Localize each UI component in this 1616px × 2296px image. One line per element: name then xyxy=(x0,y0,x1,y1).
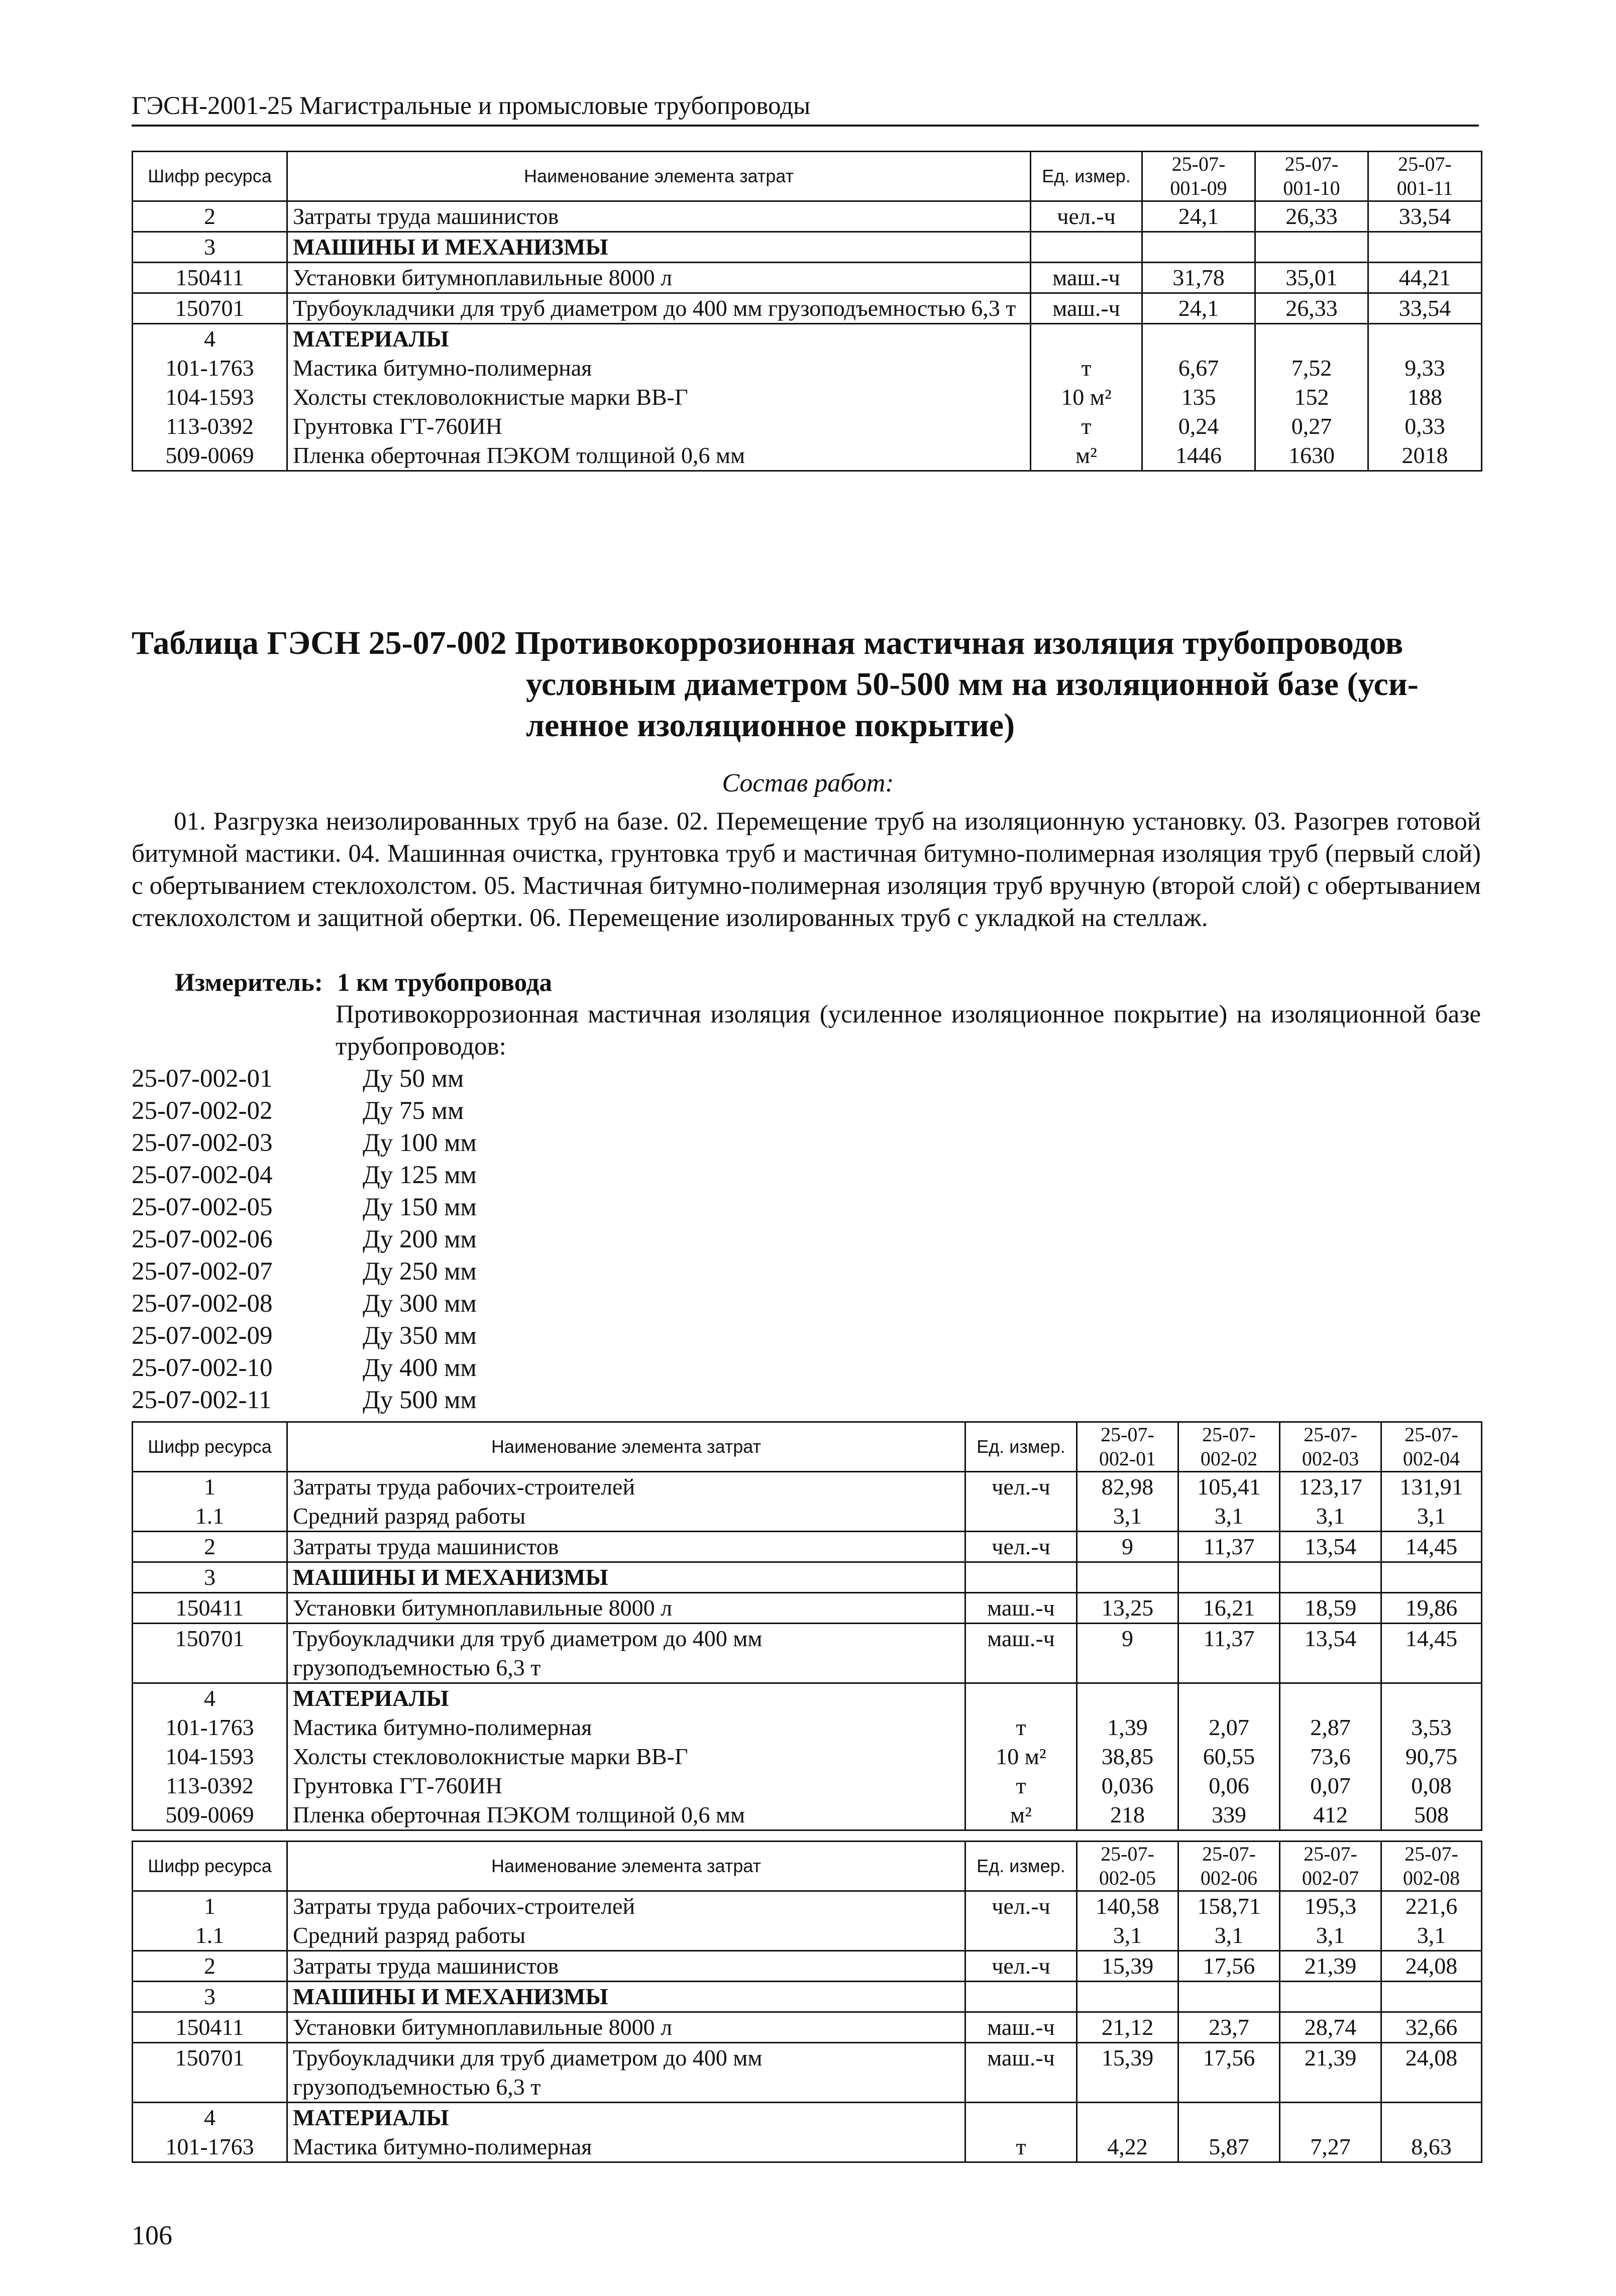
title-line-2: условным диаметром 50-500 мм на изоляционной базе (уси- xyxy=(526,666,1419,703)
cell-value: 131,91 xyxy=(1381,1472,1482,1502)
table-row xyxy=(133,412,1482,441)
cell-unit: м² xyxy=(965,1800,1077,1830)
cell-value xyxy=(1077,2103,1178,2133)
cell-unit xyxy=(965,1683,1077,1713)
cell-value: 3,1 xyxy=(1178,1921,1280,1951)
cell-name: Мастика битумно-полимерная xyxy=(287,1713,965,1742)
norm-label: Ду 125 мм xyxy=(363,1161,477,1189)
cell-code: 2 xyxy=(133,1532,287,1562)
table-row xyxy=(133,1624,1482,1683)
cell-code: 150411 xyxy=(133,263,287,293)
cell-unit: маш.-ч xyxy=(965,2043,1077,2103)
cell-name: Грунтовка ГТ-760ИН xyxy=(287,412,1031,441)
cell-value xyxy=(1142,324,1255,354)
cell-value: 9,33 xyxy=(1368,354,1482,383)
cell-name: Затраты труда рабочих-строителей xyxy=(287,1472,965,1502)
cell-name: Затраты труда рабочих-строителей xyxy=(287,1891,965,1921)
norm-code: 25-07-002-08 xyxy=(132,1290,273,1318)
list-item xyxy=(132,1223,477,1255)
cell-value: 24,08 xyxy=(1381,2043,1482,2103)
table-row xyxy=(133,1771,1482,1800)
cell-code: 3 xyxy=(133,1982,287,2012)
cell-value: 3,53 xyxy=(1381,1713,1482,1742)
cell-code: 113-0392 xyxy=(133,412,287,441)
cell-value: 0,27 xyxy=(1255,412,1368,441)
norm-code: 25-07-002-10 xyxy=(132,1354,273,1382)
cell-name: Холсты стекловолокнистые марки ВВ-Г xyxy=(287,383,1031,412)
cell-value: 44,21 xyxy=(1368,263,1482,293)
cell-name: Средний разряд работы xyxy=(287,1502,965,1532)
cell-value: 105,41 xyxy=(1178,1472,1280,1502)
cell-value xyxy=(1368,232,1482,263)
cell-code: 1 xyxy=(133,1472,287,1502)
cell-code: 3 xyxy=(133,232,287,263)
cell-value xyxy=(1178,2103,1280,2133)
cell-value: 1446 xyxy=(1142,441,1255,471)
header-norm-code: 25-07- 002-03 xyxy=(1280,1422,1381,1472)
cell-value xyxy=(1280,2103,1381,2133)
cell-name: Затраты труда машинистов xyxy=(287,1532,965,1562)
norm-code: 25-07-002-01 xyxy=(132,1065,273,1093)
cell-code: 113-0392 xyxy=(133,1771,287,1800)
cell-code: 101-1763 xyxy=(133,1713,287,1742)
cell-value: 26,33 xyxy=(1255,201,1368,232)
cell-unit xyxy=(965,1982,1077,2012)
cell-code: 509-0069 xyxy=(133,1800,287,1830)
table-header-row xyxy=(133,1422,1482,1472)
cell-code: 2 xyxy=(133,1951,287,1982)
norm-label: Ду 400 мм xyxy=(363,1354,477,1382)
cell-unit: маш.-ч xyxy=(965,2012,1077,2043)
cell-name: Пленка оберточная ПЭКОМ толщиной 0,6 мм xyxy=(287,1800,965,1830)
header-unit: Ед. измер. xyxy=(1031,152,1142,201)
cell-name: МАТЕРИАЛЫ xyxy=(287,324,1031,354)
list-item xyxy=(132,1384,477,1416)
norm-label: Ду 150 мм xyxy=(363,1193,477,1221)
list-item xyxy=(132,1159,477,1191)
cell-name: Грунтовка ГТ-760ИН xyxy=(287,1771,965,1800)
cell-value: 15,39 xyxy=(1077,2043,1178,2103)
cell-unit: маш.-ч xyxy=(1031,263,1142,293)
cell-unit: чел.-ч xyxy=(965,1891,1077,1921)
norm-code: 25-07-002-09 xyxy=(132,1322,273,1350)
cell-unit xyxy=(965,2103,1077,2133)
norm-code: 25-07-002-02 xyxy=(132,1097,273,1125)
cell-value: 1630 xyxy=(1255,441,1368,471)
meter-label: Измеритель: xyxy=(175,969,323,997)
table-row xyxy=(133,1683,1482,1713)
cell-value: 73,6 xyxy=(1280,1742,1381,1771)
table-row xyxy=(133,2132,1482,2162)
cell-name: Установки битумноплавильные 8000 л xyxy=(287,1593,965,1624)
cell-unit: маш.-ч xyxy=(965,1593,1077,1624)
header-norm-code: 25-07- 002-02 xyxy=(1178,1422,1280,1472)
cell-code: 4 xyxy=(133,1683,287,1713)
cell-value: 412 xyxy=(1280,1800,1381,1830)
cell-value: 6,67 xyxy=(1142,354,1255,383)
header-norm-code: 25-07- 002-07 xyxy=(1280,1842,1381,1891)
cell-value: 158,71 xyxy=(1178,1891,1280,1921)
header-name: Наименование элемента затрат xyxy=(287,1422,965,1472)
cell-value: 21,39 xyxy=(1280,2043,1381,2103)
cell-code: 1.1 xyxy=(133,1502,287,1532)
cell-code: 150411 xyxy=(133,2012,287,2043)
cell-value: 14,45 xyxy=(1381,1624,1482,1683)
table-row xyxy=(133,1502,1482,1532)
cell-unit xyxy=(1031,232,1142,263)
cell-value: 3,1 xyxy=(1381,1921,1482,1951)
cell-value: 0,036 xyxy=(1077,1771,1178,1800)
norm-code: 25-07-002-06 xyxy=(132,1225,273,1253)
cell-code: 150411 xyxy=(133,1593,287,1624)
cell-value: 5,87 xyxy=(1178,2132,1280,2162)
header-norm-code: 25-07- 002-04 xyxy=(1381,1422,1482,1472)
cell-value: 135 xyxy=(1142,383,1255,412)
cell-unit: маш.-ч xyxy=(965,1624,1077,1683)
cell-unit: чел.-ч xyxy=(965,1532,1077,1562)
cell-name: Затраты труда машинистов xyxy=(287,201,1031,232)
cell-code: 104-1593 xyxy=(133,1742,287,1771)
table-row xyxy=(133,1593,1482,1624)
cell-value: 195,3 xyxy=(1280,1891,1381,1921)
cell-value: 13,54 xyxy=(1280,1624,1381,1683)
cell-name: МАШИНЫ И МЕХАНИЗМЫ xyxy=(287,1562,965,1593)
cell-code: 1.1 xyxy=(133,1921,287,1951)
cell-value: 17,56 xyxy=(1178,2043,1280,2103)
meter-line xyxy=(175,967,552,999)
table-row xyxy=(133,324,1482,354)
cell-value: 21,39 xyxy=(1280,1951,1381,1982)
table-row xyxy=(133,1532,1482,1562)
cell-code: 3 xyxy=(133,1562,287,1593)
cell-value: 7,27 xyxy=(1280,2132,1381,2162)
cell-value: 0,24 xyxy=(1142,412,1255,441)
header-norm-code: 25-07- 002-01 xyxy=(1077,1422,1178,1472)
header-norm-code: 25-07- 001-11 xyxy=(1368,152,1482,201)
cell-value xyxy=(1077,1562,1178,1593)
table-row xyxy=(133,354,1482,383)
cell-value: 24,08 xyxy=(1381,1951,1482,1982)
cell-value: 9 xyxy=(1077,1624,1178,1683)
cell-value xyxy=(1280,1562,1381,1593)
list-item xyxy=(132,1320,477,1352)
header-code: Шифр ресурса xyxy=(133,1422,287,1472)
table-row xyxy=(133,441,1482,471)
cell-name: Трубоукладчики для труб диаметром до 400 мм грузоподъемностью 6,3 т xyxy=(287,1624,965,1683)
cell-value: 11,37 xyxy=(1178,1624,1280,1683)
cell-value: 2,87 xyxy=(1280,1713,1381,1742)
cell-value: 508 xyxy=(1381,1800,1482,1830)
cell-value: 3,1 xyxy=(1381,1502,1482,1532)
cell-value xyxy=(1381,1982,1482,2012)
cell-value: 7,52 xyxy=(1255,354,1368,383)
cell-value: 14,45 xyxy=(1381,1532,1482,1562)
header-norm-code: 25-07- 001-09 xyxy=(1142,152,1255,201)
table-row xyxy=(133,1713,1482,1742)
cell-name: Холсты стекловолокнистые марки ВВ-Г xyxy=(287,1742,965,1771)
cell-value: 140,58 xyxy=(1077,1891,1178,1921)
cell-value: 8,63 xyxy=(1381,2132,1482,2162)
cell-value: 13,54 xyxy=(1280,1532,1381,1562)
table-row xyxy=(133,1982,1482,2012)
cell-value: 24,1 xyxy=(1142,293,1255,324)
cell-value: 16,21 xyxy=(1178,1593,1280,1624)
cell-code: 104-1593 xyxy=(133,383,287,412)
list-item xyxy=(132,1127,477,1159)
cell-unit: чел.-ч xyxy=(965,1472,1077,1502)
norm-label: Ду 75 мм xyxy=(363,1097,464,1125)
cell-name: Мастика битумно-полимерная xyxy=(287,2132,965,2162)
table-row xyxy=(133,293,1482,324)
cell-value xyxy=(1255,232,1368,263)
cell-name: Средний разряд работы xyxy=(287,1921,965,1951)
table-title xyxy=(132,623,1488,746)
cell-value: 123,17 xyxy=(1280,1472,1381,1502)
table-row xyxy=(133,263,1482,293)
header-unit: Ед. измер. xyxy=(965,1422,1077,1472)
table-row xyxy=(133,1562,1482,1593)
cell-value: 0,33 xyxy=(1368,412,1482,441)
cell-name: Затраты труда машинистов xyxy=(287,1951,965,1982)
header-norm-code: 25-07- 002-05 xyxy=(1077,1842,1178,1891)
header-name: Наименование элемента затрат xyxy=(287,1842,965,1891)
cell-unit xyxy=(965,1562,1077,1593)
cell-value: 0,07 xyxy=(1280,1771,1381,1800)
table-row xyxy=(133,1891,1482,1921)
cell-value: 2018 xyxy=(1368,441,1482,471)
cell-value xyxy=(1381,2103,1482,2133)
list-item xyxy=(132,1288,477,1320)
cell-value: 339 xyxy=(1178,1800,1280,1830)
norm-code: 25-07-002-05 xyxy=(132,1193,273,1221)
cell-value: 33,54 xyxy=(1368,201,1482,232)
header-name: Наименование элемента затрат xyxy=(287,152,1031,201)
works-heading: Состав работ: xyxy=(722,769,894,797)
norm-label: Ду 200 мм xyxy=(363,1225,477,1253)
list-item xyxy=(132,1095,477,1127)
cell-value: 152 xyxy=(1255,383,1368,412)
meter-value: 1 км трубопровода xyxy=(337,969,552,997)
cell-value: 221,6 xyxy=(1381,1891,1482,1921)
cell-unit: т xyxy=(1031,354,1142,383)
cell-value xyxy=(1280,1982,1381,2012)
norm-label: Ду 350 мм xyxy=(363,1322,477,1350)
norm-label: Ду 300 мм xyxy=(363,1290,477,1318)
cell-unit: 10 м² xyxy=(1031,383,1142,412)
cell-value: 3,1 xyxy=(1178,1502,1280,1532)
cell-name: Трубоукладчики для труб диаметром до 400 мм грузоподъемностью 6,3 т xyxy=(287,293,1031,324)
table-row xyxy=(133,383,1482,412)
cell-value: 0,08 xyxy=(1381,1771,1482,1800)
cell-value: 32,66 xyxy=(1381,2012,1482,2043)
cell-value: 23,7 xyxy=(1178,2012,1280,2043)
cell-value xyxy=(1142,232,1255,263)
cell-unit: 10 м² xyxy=(965,1742,1077,1771)
cell-unit: т xyxy=(965,1771,1077,1800)
cell-value xyxy=(1368,324,1482,354)
running-header: ГЭСН-2001-25 Магистральные и промысловые трубопроводы xyxy=(132,90,1479,127)
cell-value: 60,55 xyxy=(1178,1742,1280,1771)
cell-code: 509-0069 xyxy=(133,441,287,471)
table-row xyxy=(133,1800,1482,1830)
header-unit: Ед. измер. xyxy=(965,1842,1077,1891)
resource-table-002-b xyxy=(132,1841,1482,2163)
works-description: 01. Разгрузка неизолированных труб на базе. 02. Перемещение труб на изоляционную установку. 03. Разогрев готовой битумной мастики. 04. Машинная очистка, грунтовка труб и мастичная битумно-полимерная изоляция труб (первый слой) с обертыванием стеклохолстом. 05. Мастичная битумно-полимерная изоляция труб вручную (второй слой) с обертыванием стеклохолстом и защитной обертки. 06. Перемещение изолированных труб с укладкой на стеллаж. xyxy=(132,808,1481,932)
cell-value: 218 xyxy=(1077,1800,1178,1830)
cell-code: 101-1763 xyxy=(133,354,287,383)
table-header-row xyxy=(133,152,1482,201)
header-norm-code: 25-07- 002-06 xyxy=(1178,1842,1280,1891)
cell-value: 4,22 xyxy=(1077,2132,1178,2162)
cell-unit: м² xyxy=(1031,441,1142,471)
cell-value: 1,39 xyxy=(1077,1713,1178,1742)
norm-code: 25-07-002-03 xyxy=(132,1129,273,1157)
cell-value: 17,56 xyxy=(1178,1951,1280,1982)
resource-table-002-a xyxy=(132,1421,1482,1831)
table-row xyxy=(133,1951,1482,1982)
cell-value xyxy=(1255,324,1368,354)
list-item xyxy=(132,1191,477,1223)
table-row xyxy=(133,1921,1482,1951)
header-code: Шифр ресурса xyxy=(133,1842,287,1891)
cell-code: 150701 xyxy=(133,293,287,324)
cell-value: 26,33 xyxy=(1255,293,1368,324)
header-norm-code: 25-07- 002-08 xyxy=(1381,1842,1482,1891)
cell-value xyxy=(1178,1562,1280,1593)
cell-value: 24,1 xyxy=(1142,201,1255,232)
cell-value xyxy=(1381,1683,1482,1713)
cell-value: 11,37 xyxy=(1178,1532,1280,1562)
cell-unit xyxy=(965,1921,1077,1951)
page-number: 106 xyxy=(132,2220,172,2250)
list-item xyxy=(132,1255,477,1288)
norm-code: 25-07-002-07 xyxy=(132,1257,273,1286)
cell-value: 18,59 xyxy=(1280,1593,1381,1624)
cell-value: 35,01 xyxy=(1255,263,1368,293)
cell-value: 31,78 xyxy=(1142,263,1255,293)
cell-value: 38,85 xyxy=(1077,1742,1178,1771)
cell-value xyxy=(1077,1683,1178,1713)
norm-label: Ду 250 мм xyxy=(363,1257,477,1286)
header-code: Шифр ресурса xyxy=(133,152,287,201)
title-line-1: Таблица ГЭСН 25-07-002 Противокоррозионная мастичная изоляция трубопроводов xyxy=(132,625,1404,661)
table-row xyxy=(133,1472,1482,1502)
cell-code: 101-1763 xyxy=(133,2132,287,2162)
cell-value: 90,75 xyxy=(1381,1742,1482,1771)
norm-code: 25-07-002-04 xyxy=(132,1161,273,1189)
cell-value xyxy=(1280,1683,1381,1713)
cell-code: 4 xyxy=(133,324,287,354)
cell-value: 13,25 xyxy=(1077,1593,1178,1624)
cell-name: Трубоукладчики для труб диаметром до 400 мм грузоподъемностью 6,3 т xyxy=(287,2043,965,2103)
cell-code: 150701 xyxy=(133,1624,287,1683)
cell-value: 3,1 xyxy=(1280,1502,1381,1532)
cell-unit xyxy=(1031,324,1142,354)
table-row xyxy=(133,2043,1482,2103)
cell-value: 2,07 xyxy=(1178,1713,1280,1742)
cell-code: 1 xyxy=(133,1891,287,1921)
table-header-row xyxy=(133,1842,1482,1891)
title-line-3: ленное изоляционное покрытие) xyxy=(526,707,1015,744)
cell-name: Мастика битумно-полимерная xyxy=(287,354,1031,383)
cell-name: Пленка оберточная ПЭКОМ толщиной 0,6 мм xyxy=(287,441,1031,471)
table-row xyxy=(133,2012,1482,2043)
cell-name: МАШИНЫ И МЕХАНИЗМЫ xyxy=(287,232,1031,263)
norm-label: Ду 100 мм xyxy=(363,1129,477,1157)
cell-value: 15,39 xyxy=(1077,1951,1178,1982)
list-item xyxy=(132,1063,477,1095)
cell-value: 0,06 xyxy=(1178,1771,1280,1800)
cell-code: 150701 xyxy=(133,2043,287,2103)
table-row xyxy=(133,232,1482,263)
norm-label: Ду 500 мм xyxy=(363,1386,477,1414)
table-row xyxy=(133,1742,1482,1771)
cell-name: Установки битумноплавильные 8000 л xyxy=(287,2012,965,2043)
cell-value: 3,1 xyxy=(1077,1502,1178,1532)
cell-value: 28,74 xyxy=(1280,2012,1381,2043)
cell-name: МАШИНЫ И МЕХАНИЗМЫ xyxy=(287,1982,965,2012)
cell-code: 4 xyxy=(133,2103,287,2133)
cell-value: 19,86 xyxy=(1381,1593,1482,1624)
cell-value: 9 xyxy=(1077,1532,1178,1562)
cell-value xyxy=(1077,1982,1178,2012)
list-item xyxy=(132,1352,477,1384)
resource-table-001 xyxy=(132,151,1482,472)
cell-value: 21,12 xyxy=(1077,2012,1178,2043)
cell-name: Установки битумноплавильные 8000 л xyxy=(287,263,1031,293)
cell-value: 188 xyxy=(1368,383,1482,412)
cell-code: 2 xyxy=(133,201,287,232)
cell-value: 82,98 xyxy=(1077,1472,1178,1502)
cell-unit xyxy=(965,1502,1077,1532)
cell-unit: т xyxy=(965,2132,1077,2162)
cell-unit: чел.-ч xyxy=(1031,201,1142,232)
header-norm-code: 25-07- 001-10 xyxy=(1255,152,1368,201)
cell-value: 3,1 xyxy=(1077,1921,1178,1951)
cell-name: МАТЕРИАЛЫ xyxy=(287,1683,965,1713)
norm-description: Противокоррозионная мастичная изоляция (усиленное изоляционное покрытие) на изоляционной базе трубопроводов: xyxy=(336,1000,1481,1061)
cell-unit: чел.-ч xyxy=(965,1951,1077,1982)
norm-code: 25-07-002-11 xyxy=(132,1386,272,1414)
cell-value xyxy=(1178,1683,1280,1713)
norm-code-list xyxy=(132,1063,477,1416)
cell-unit: т xyxy=(1031,412,1142,441)
cell-name: МАТЕРИАЛЫ xyxy=(287,2103,965,2133)
norm-label: Ду 50 мм xyxy=(363,1065,464,1093)
cell-value: 33,54 xyxy=(1368,293,1482,324)
table-row xyxy=(133,201,1482,232)
table-row xyxy=(133,2103,1482,2133)
cell-unit: т xyxy=(965,1713,1077,1742)
cell-unit: маш.-ч xyxy=(1031,293,1142,324)
cell-value: 3,1 xyxy=(1280,1921,1381,1951)
cell-value xyxy=(1178,1982,1280,2012)
cell-value xyxy=(1381,1562,1482,1593)
